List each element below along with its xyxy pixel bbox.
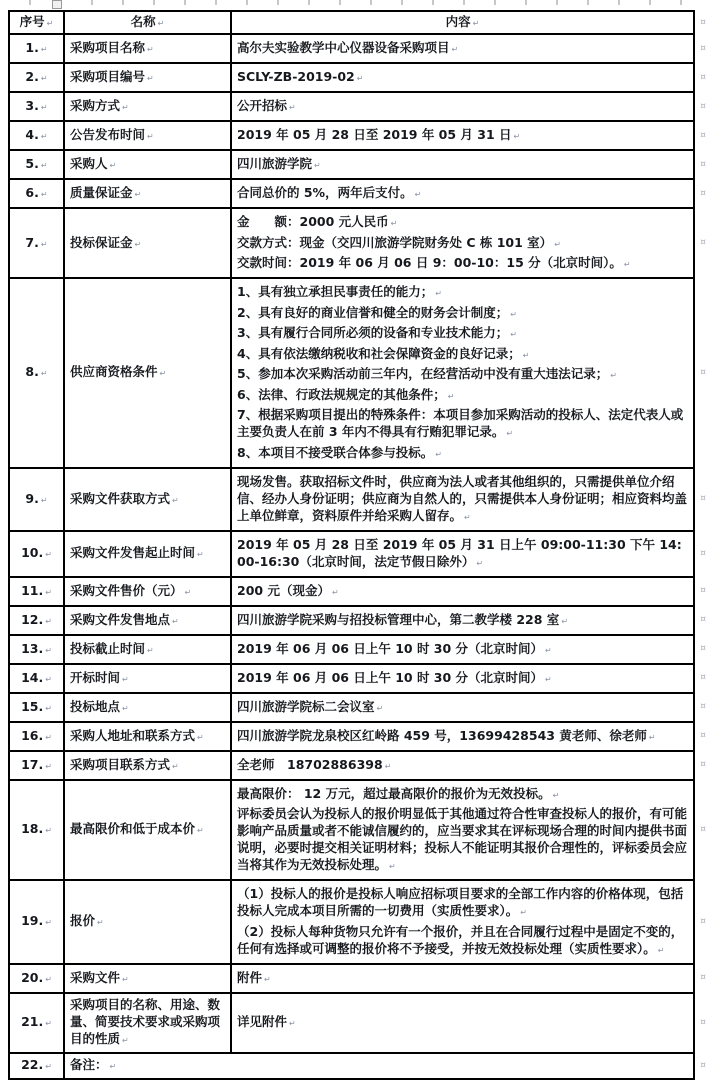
row-name-cell: 采购文件发售起止时间 ↵ xyxy=(64,531,231,577)
paragraph-mark-icon: ↵ xyxy=(40,74,48,83)
content-paragraph: 8、本项目不接受联合体参与投标。 ↵ xyxy=(237,444,442,460)
table-row xyxy=(9,63,694,92)
table-row xyxy=(9,993,694,1053)
paragraph-mark-icon: ↵ xyxy=(513,132,521,141)
paragraph-mark-icon: ↵ xyxy=(390,219,398,228)
content-paragraph: 附件 ↵ xyxy=(237,969,271,985)
row-number-cell: 1. ↵ xyxy=(9,34,64,63)
row-content-cell xyxy=(231,63,706,92)
paragraph-mark-icon: ↵ xyxy=(157,19,165,28)
content-paragraph: 公开招标 ↵ xyxy=(237,98,296,113)
paragraph-mark-icon: ↵ xyxy=(197,732,204,742)
row-end-mark-icon: ¤ xyxy=(700,972,706,983)
content-paragraph: 四川旅游学院采购与招投标管理中心，第二教学楼 228 室 ↵ xyxy=(237,611,569,627)
row-content-cell xyxy=(231,693,706,722)
paragraph-mark-icon: ↵ xyxy=(545,645,552,655)
row-end-mark-icon: ¤ xyxy=(700,237,706,248)
paragraph-mark-icon: ↵ xyxy=(314,161,321,170)
paragraph-mark-icon: ↵ xyxy=(184,587,192,597)
paragraph-mark-icon: ↵ xyxy=(610,371,617,380)
row-name-cell: 采购文件获取方式 ↵ xyxy=(64,468,231,531)
paragraph-mark-icon: ↵ xyxy=(147,645,154,655)
table-row xyxy=(9,1053,694,1079)
paragraph-mark-icon: ↵ xyxy=(40,239,48,249)
table-row xyxy=(9,606,694,635)
header-内容: 内容 ↵ ¤ xyxy=(231,11,694,34)
row-content-cell xyxy=(231,577,706,606)
row-content-cell xyxy=(231,964,706,993)
header-序号: 序号 ↵ xyxy=(9,11,64,34)
paragraph-mark-icon: ↵ xyxy=(40,103,48,112)
paragraph-mark-icon: ↵ xyxy=(172,761,179,771)
paragraph-mark-icon: ↵ xyxy=(45,616,52,626)
row-content-cell xyxy=(231,121,706,150)
content-paragraph: 交款方式：现金（交四川旅游学院财务处 C 栋 101 室） ↵ xyxy=(237,234,561,250)
table-row xyxy=(9,751,694,780)
row-end-mark-icon: ¤ xyxy=(700,1017,706,1027)
paragraph-mark-icon: ↵ xyxy=(506,429,514,438)
row-name-cell: 采购项目联系方式 ↵ xyxy=(64,751,231,780)
paragraph-mark-icon: ↵ xyxy=(447,391,455,401)
table-row xyxy=(9,780,694,881)
paragraph-mark-icon: ↵ xyxy=(109,161,117,170)
paragraph-mark-icon: ↵ xyxy=(45,1062,52,1071)
row-number-cell: 13. ↵ xyxy=(9,635,64,664)
row-end-mark-icon: ¤ xyxy=(700,43,706,53)
row-end-mark-icon: ¤ xyxy=(700,730,706,741)
row-name-cell: 采购项目名称 ↵ xyxy=(64,34,231,63)
content-paragraph: 3、具有履行合同所必须的设备和专业技术能力； ↵ xyxy=(237,325,517,340)
ruler-strip xyxy=(0,0,700,5)
paragraph-mark-icon: ↵ xyxy=(472,19,480,28)
row-number-cell: 18. ↵ xyxy=(9,780,64,881)
paragraph-mark-icon: ↵ xyxy=(522,350,530,360)
row-number-cell: 16. ↵ xyxy=(9,722,64,751)
paragraph-mark-icon: ↵ xyxy=(147,45,154,54)
paragraph-mark-icon: ↵ xyxy=(45,703,52,713)
paragraph-mark-icon: ↵ xyxy=(109,1062,117,1071)
paragraph-mark-icon: ↵ xyxy=(45,587,52,597)
row-content-cell xyxy=(231,993,706,1053)
row-end-mark-icon: ¤ xyxy=(700,614,706,625)
row-end-mark-icon: ¤ xyxy=(700,493,706,504)
row-end-mark-icon: ¤ xyxy=(700,17,706,27)
row-name-cell: 质量保证金 ↵ xyxy=(64,179,231,208)
row-name-cell: 公告发布时间 ↵ xyxy=(64,121,231,150)
paragraph-mark-icon: ↵ xyxy=(464,512,471,522)
row-content-cell xyxy=(231,208,706,278)
row-content-cell xyxy=(231,751,706,780)
paragraph-mark-icon: ↵ xyxy=(435,289,442,298)
row-number-cell: 10. ↵ xyxy=(9,531,64,577)
paragraph-mark-icon: ↵ xyxy=(97,918,104,928)
row-name-cell: 供应商资格条件 ↵ xyxy=(64,278,231,468)
content-paragraph: （2）投标人每种货物只允许有一个报价，并且在合同履行过程中是固定不变的，任何有选择或可调整的报价将不予接受，并按无效投标处理（实质性要求）。 ↵ xyxy=(237,923,684,956)
table-row xyxy=(9,208,694,278)
paragraph-mark-icon: ↵ xyxy=(122,674,129,684)
row-number-cell: 5. ↵ xyxy=(9,150,64,179)
row-content-cell xyxy=(231,179,706,208)
paragraph-mark-icon: ↵ xyxy=(648,732,656,742)
paragraph-mark-icon: ↵ xyxy=(159,369,167,379)
table-row xyxy=(9,964,694,993)
row-number-cell: 17. ↵ xyxy=(9,751,64,780)
table-body xyxy=(9,34,706,1079)
row-name-cell: 最高限价和低于成本价 ↵ xyxy=(64,780,231,881)
row-number-cell: 22. ↵ xyxy=(9,1053,64,1079)
content-paragraph: 6、法律、行政法规规定的其他条件； ↵ xyxy=(237,386,455,402)
table-row xyxy=(9,121,694,150)
paragraph-mark-icon: ↵ xyxy=(172,616,179,626)
row-name-cell: 开标时间 ↵ xyxy=(64,664,231,693)
paragraph-mark-icon: ↵ xyxy=(45,974,52,984)
paragraph-mark-icon: ↵ xyxy=(289,1019,296,1028)
row-end-mark-icon: ¤ xyxy=(700,701,706,712)
table-header-row xyxy=(9,11,694,34)
content-paragraph: 2、具有良好的商业信誉和健全的财务会计制度； ↵ xyxy=(237,304,517,320)
paragraph-mark-icon: ↵ xyxy=(476,558,484,568)
row-name-cell: 采购项目编号 ↵ xyxy=(64,63,231,92)
row-end-mark-icon: ¤ xyxy=(700,367,706,378)
row-number-cell: 20. ↵ xyxy=(9,964,64,993)
content-paragraph: 2019 年 05 月 28 日至 2019 年 05 月 31 日上午 09:00-11:30 下午 14:00-16:30（北京时间，法定节假日除外） ↵ xyxy=(237,536,682,569)
table-row xyxy=(9,92,694,121)
content-paragraph: 四川旅游学院 ↵ xyxy=(237,156,321,171)
table-row xyxy=(9,577,694,606)
ruler-marker-icon xyxy=(52,0,62,9)
row-name-cell: 投标截止时间 ↵ xyxy=(64,635,231,664)
table-row xyxy=(9,179,694,208)
paragraph-mark-icon: ↵ xyxy=(40,132,48,141)
paragraph-mark-icon: ↵ xyxy=(623,260,631,269)
row-end-mark-icon: ¤ xyxy=(700,824,706,835)
row-content-cell xyxy=(231,722,706,751)
paragraph-mark-icon: ↵ xyxy=(122,1036,129,1045)
table-row xyxy=(9,468,694,531)
row-name-cell: 采购文件发售地点 ↵ xyxy=(64,606,231,635)
content-paragraph: 合同总价的 5%，两年后支付。 ↵ xyxy=(237,185,422,200)
paragraph-mark-icon: ↵ xyxy=(435,449,442,459)
paragraph-mark-icon: ↵ xyxy=(510,309,517,319)
content-paragraph: 5、参加本次采购活动前三年内，在经营活动中没有重大违法记录； ↵ xyxy=(237,366,617,381)
row-end-mark-icon: ¤ xyxy=(700,72,706,82)
table-row xyxy=(9,150,694,179)
paragraph-mark-icon: ↵ xyxy=(331,587,339,597)
row-content-cell xyxy=(231,92,706,121)
paragraph-mark-icon: ↵ xyxy=(384,761,392,771)
row-end-mark-icon: ¤ xyxy=(700,159,706,169)
content-paragraph: 2019 年 06 月 06 日上午 10 时 30 分（北京时间） ↵ xyxy=(237,640,552,656)
row-end-mark-icon: ¤ xyxy=(700,188,706,198)
paragraph-mark-icon: ↵ xyxy=(45,1019,52,1028)
row-end-mark-icon: ¤ xyxy=(700,130,706,140)
header-名称: 名称 ↵ xyxy=(64,11,231,34)
row-content-cell xyxy=(231,278,706,468)
row-name-cell: 采购方式 ↵ xyxy=(64,92,231,121)
content-paragraph: 四川旅游学院龙泉校区红岭路 459 号，13699428543 黄老师、徐老师 ↵ xyxy=(237,727,656,743)
table-row xyxy=(9,880,694,964)
paragraph-mark-icon: ↵ xyxy=(45,826,52,836)
paragraph-mark-icon: ↵ xyxy=(122,103,129,112)
paragraph-mark-icon: ↵ xyxy=(657,945,665,955)
content-paragraph: SCLY-ZB-2019-02 ↵ xyxy=(237,69,364,84)
content-paragraph: 4、具有依法缴纳税收和社会保障资金的良好记录； ↵ xyxy=(237,345,530,361)
row-content-cell xyxy=(231,34,706,63)
row-number-cell: 15. ↵ xyxy=(9,693,64,722)
row-name-cell: 采购人地址和联系方式 ↵ xyxy=(64,722,231,751)
row-end-mark-icon: ¤ xyxy=(700,672,706,683)
paragraph-mark-icon: ↵ xyxy=(376,703,384,713)
paragraph-mark-icon: ↵ xyxy=(147,74,154,83)
paragraph-mark-icon: ↵ xyxy=(147,132,154,141)
paragraph-mark-icon: ↵ xyxy=(520,908,527,917)
row-name-cell: 采购人 ↵ xyxy=(64,150,231,179)
paragraph-mark-icon: ↵ xyxy=(561,616,569,626)
row-number-cell: 12. ↵ xyxy=(9,606,64,635)
row-content-cell xyxy=(231,780,706,881)
table-row xyxy=(9,693,694,722)
row-name-cell: 投标保证金 ↵ xyxy=(64,208,231,278)
paragraph-mark-icon: ↵ xyxy=(45,732,52,742)
paragraph-mark-icon: ↵ xyxy=(40,369,48,379)
row-number-cell: 3. ↵ xyxy=(9,92,64,121)
paragraph-mark-icon: ↵ xyxy=(552,790,560,800)
paragraph-mark-icon: ↵ xyxy=(197,550,204,559)
paragraph-mark-icon: ↵ xyxy=(40,190,48,199)
paragraph-mark-icon: ↵ xyxy=(40,495,48,505)
row-end-mark-icon: ¤ xyxy=(700,916,706,927)
row-name-cell: 采购文件 ↵ xyxy=(64,964,231,993)
procurement-info-table xyxy=(8,10,706,1080)
content-paragraph: 现场发售。获取招标文件时，供应商为法人或者其他组织的，只需提供单位介绍信、经办人身份证明；供应商为自然人的，只需提供本人身份证明；相应资料均盖上单位鲜章，资料原件并给采购人留存。 ↵ xyxy=(237,473,688,523)
row-number-cell: 4. ↵ xyxy=(9,121,64,150)
content-paragraph: 金 额：2000 元人民币 ↵ xyxy=(237,214,398,229)
paragraph-mark-icon: ↵ xyxy=(40,161,48,170)
paragraph-mark-icon: ↵ xyxy=(172,495,179,505)
content-paragraph: 评标委员会认为投标人的报价明显低于其他通过符合性审查投标人的报价，有可能影响产品质量或者不能诚信履约的，应当要求其在评标现场合理的时间内提供书面说明，必要时提交相关证明材料；投标人不能证明其报价合理性的，评标委员会应当将其作为无效投标处理。 ↵ xyxy=(237,806,688,872)
content-paragraph: 最高限价： 12 万元，超过最高限价的报价为无效投标。 ↵ xyxy=(237,785,560,801)
content-paragraph: 2019 年 05 月 28 日至 2019 年 05 月 31 日 ↵ xyxy=(237,127,521,142)
row-number-cell: 2. ↵ xyxy=(9,63,64,92)
content-paragraph: 交款时间：2019 年 06 月 06 日 9：00-10：15 分（北京时间）。 ↵ xyxy=(237,255,631,270)
paragraph-mark-icon: ↵ xyxy=(45,550,52,559)
row-number-cell: 19. ↵ xyxy=(9,880,64,964)
paragraph-mark-icon: ↵ xyxy=(289,103,296,112)
table-row xyxy=(9,531,694,577)
row-content-cell xyxy=(231,606,706,635)
table-row xyxy=(9,278,694,468)
row-end-mark-icon: ¤ xyxy=(700,643,706,654)
paragraph-mark-icon: ↵ xyxy=(545,674,552,684)
row-content-cell xyxy=(231,531,706,577)
content-paragraph: 1、具有独立承担民事责任的能力； ↵ xyxy=(237,284,442,299)
paragraph-mark-icon: ↵ xyxy=(134,190,142,199)
row-content-cell xyxy=(231,635,706,664)
paragraph-mark-icon: ↵ xyxy=(40,45,48,54)
row-content-cell xyxy=(231,880,706,964)
row-name-cell: 采购文件售价（元） ↵ xyxy=(64,577,231,606)
paragraph-mark-icon: ↵ xyxy=(45,918,52,928)
paragraph-mark-icon: ↵ xyxy=(122,703,129,713)
paragraph-mark-icon: ↵ xyxy=(45,674,52,684)
table-row xyxy=(9,664,694,693)
row-content-cell xyxy=(231,468,706,531)
row-name-cell: 备注： ↵ ¤ xyxy=(64,1053,694,1079)
row-number-cell: 21. ↵ xyxy=(9,993,64,1053)
content-paragraph: 2019 年 06 月 06 日上午 10 时 30 分（北京时间） ↵ xyxy=(237,669,552,685)
paragraph-mark-icon: ↵ xyxy=(45,645,52,655)
row-number-cell: 11. ↵ xyxy=(9,577,64,606)
row-name-cell: 报价 ↵ xyxy=(64,880,231,964)
row-end-mark-icon: ¤ xyxy=(700,548,706,558)
row-name-cell: 投标地点 ↵ xyxy=(64,693,231,722)
row-end-mark-icon: ¤ xyxy=(700,585,706,596)
content-paragraph: 全老师 18702886398 ↵ xyxy=(237,756,392,772)
table-row xyxy=(9,722,694,751)
content-paragraph: 详见附件 ↵ xyxy=(237,1014,296,1029)
row-content-cell xyxy=(231,664,706,693)
paragraph-mark-icon: ↵ xyxy=(510,330,517,339)
table-row xyxy=(9,34,694,63)
paragraph-mark-icon: ↵ xyxy=(264,974,271,984)
paragraph-mark-icon: ↵ xyxy=(122,974,129,984)
row-end-mark-icon: ¤ xyxy=(700,1060,706,1070)
paragraph-mark-icon: ↵ xyxy=(389,862,396,871)
paragraph-mark-icon: ↵ xyxy=(45,761,52,771)
content-paragraph: 200 元（现金） ↵ xyxy=(237,582,339,598)
content-paragraph: 四川旅游学院标二会议室 ↵ xyxy=(237,698,384,714)
paragraph-mark-icon: ↵ xyxy=(554,239,561,249)
paragraph-mark-icon: ↵ xyxy=(356,74,364,83)
content-paragraph: 7、根据采购项目提出的特殊条件：本项目参加采购活动的投标人、法定代表人或主要负责人在前 3 年内不得具有行贿犯罪记录。 ↵ xyxy=(237,407,684,439)
paragraph-mark-icon: ↵ xyxy=(451,45,459,54)
row-name-cell: 采购项目的名称、用途、数量、简要技术要求或采购项目的性质 ↵ xyxy=(64,993,231,1053)
row-end-mark-icon: ¤ xyxy=(700,759,706,770)
row-end-mark-icon: ¤ xyxy=(700,101,706,111)
paragraph-mark-icon: ↵ xyxy=(197,826,204,836)
row-number-cell: 9. ↵ xyxy=(9,468,64,531)
row-content-cell xyxy=(231,150,706,179)
row-number-cell: 8. ↵ xyxy=(9,278,64,468)
paragraph-mark-icon: ↵ xyxy=(134,239,142,249)
paragraph-mark-icon: ↵ xyxy=(46,19,54,28)
paragraph-mark-icon: ↵ xyxy=(414,190,422,199)
row-number-cell: 7. ↵ xyxy=(9,208,64,278)
table-row xyxy=(9,635,694,664)
content-paragraph: （1）投标人的报价是投标人响应招标项目要求的全部工作内容的价格体现，包括投标人完成本项目所需的一切费用（实质性要求）。 ↵ xyxy=(237,886,684,918)
content-paragraph: 高尔夫实验教学中心仪器设备采购项目 ↵ xyxy=(237,40,459,55)
row-number-cell: 6. ↵ xyxy=(9,179,64,208)
row-number-cell: 14. ↵ xyxy=(9,664,64,693)
